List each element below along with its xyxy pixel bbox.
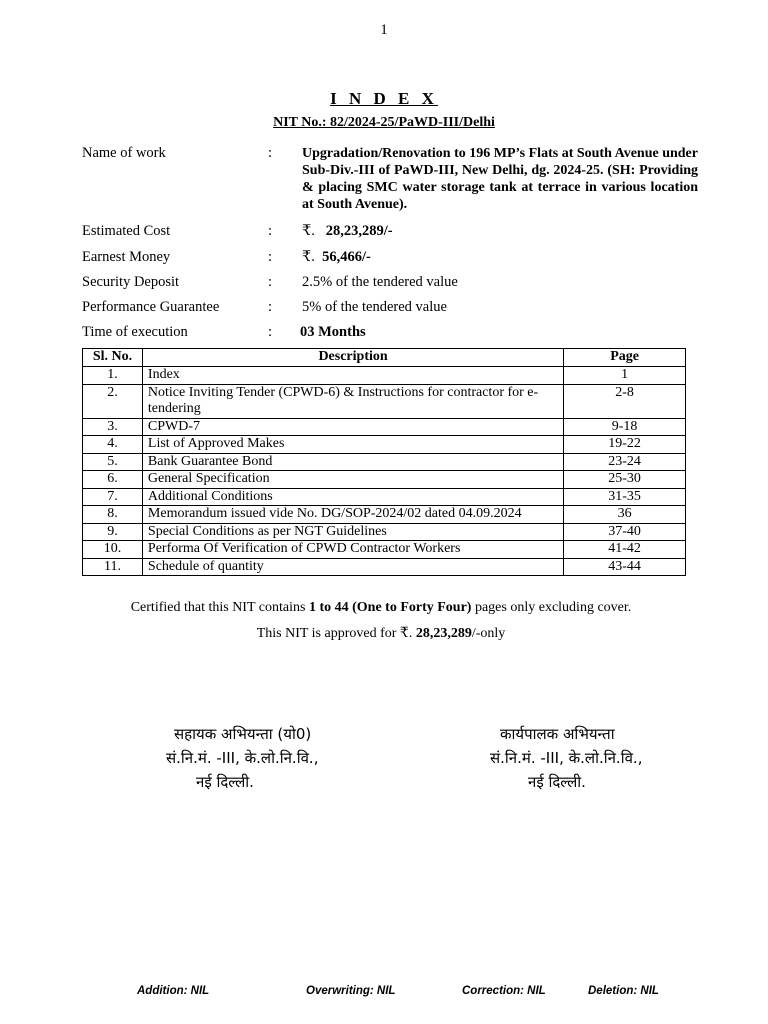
approval-prefix: This NIT is approved for ₹. — [256, 626, 416, 641]
row-page: 43-44 — [564, 558, 686, 576]
row-sl-no: 7. — [83, 488, 143, 506]
table-row — [83, 523, 686, 541]
colon: : — [268, 324, 273, 340]
table-row — [83, 367, 686, 385]
signature-designation: सहायक अभियन्ता (यो0) — [174, 725, 312, 743]
header-page: Page — [564, 349, 686, 367]
row-sl-no: 11. — [83, 558, 143, 576]
table-row — [83, 418, 686, 436]
row-description: List of Approved Makes — [142, 436, 563, 454]
row-description: Bank Guarantee Bond — [142, 453, 563, 471]
document-title-text: I N D E X — [330, 89, 438, 108]
certification-suffix: pages only excluding cover. — [471, 600, 632, 615]
row-page: 1 — [564, 367, 686, 385]
row-description: General Specification — [142, 471, 563, 489]
signature-block-executive-engineer — [490, 722, 642, 794]
colon: : — [268, 223, 273, 239]
signature-location: नई दिल्ली. — [196, 773, 254, 791]
row-description: Additional Conditions — [142, 488, 563, 506]
colon: : — [268, 274, 273, 290]
row-sl-no: 1. — [83, 367, 143, 385]
footer-deletion: Deletion: NIL — [588, 985, 659, 997]
name-of-work-label: Name of work — [82, 145, 166, 161]
row-sl-no: 10. — [83, 541, 143, 559]
table-row — [83, 471, 686, 489]
performance-guarantee-value: 5% of the tendered value — [302, 299, 447, 315]
row-description: Index — [142, 367, 563, 385]
earnest-money-amount: 56,466/- — [322, 249, 371, 265]
time-of-execution-value: 03 Months — [300, 324, 366, 340]
estimated-cost-label: Estimated Cost — [82, 223, 171, 239]
page-number: 1 — [380, 22, 388, 38]
currency-symbol: ₹. — [302, 223, 315, 239]
header-sl-no: Sl. No. — [83, 349, 143, 367]
row-page: 23-24 — [564, 453, 686, 471]
security-deposit-label: Security Deposit — [82, 274, 180, 290]
colon: : — [268, 299, 273, 315]
table-row — [83, 453, 686, 471]
row-page: 37-40 — [564, 523, 686, 541]
certification-pages: 1 to 44 (One to Forty Four) — [308, 600, 472, 615]
table-row — [83, 488, 686, 506]
row-page: 36 — [564, 506, 686, 524]
row-sl-no: 5. — [83, 453, 143, 471]
table-row — [83, 541, 686, 559]
table-header-row — [83, 349, 686, 367]
approval-suffix: /-only — [471, 626, 506, 641]
document-title — [0, 89, 768, 109]
security-deposit-value: 2.5% of the tendered value — [302, 274, 458, 290]
approval-amount: 28,23,289 — [415, 626, 472, 641]
signature-designation: कार्यपालक अभियन्ता — [500, 725, 615, 743]
approval-text — [0, 625, 762, 642]
row-description: Performa Of Verification of CPWD Contractor Workers — [142, 541, 563, 559]
colon: : — [268, 145, 273, 161]
footer-addition: Addition: NIL — [137, 985, 210, 997]
signature-division: सं.नि.मं. -III, के.लो.नि.वि., — [490, 749, 643, 767]
footer-overwriting: Overwriting: NIL — [306, 985, 396, 997]
row-page: 19-22 — [564, 436, 686, 454]
name-of-work-value: Upgradation/Renovation to 196 MP’s Flats at South Avenue under Sub-Div.-III of PaWD-III, New Delhi, dg. 2024-25. (SH: Providing & placing SMC water storage tank at terrace in various location at South Avenue). — [302, 146, 698, 212]
performance-guarantee-label: Performance Guarantee — [82, 299, 220, 315]
earnest-money-value — [302, 249, 698, 266]
row-sl-no: 9. — [83, 523, 143, 541]
row-sl-no: 8. — [83, 506, 143, 524]
time-of-execution-label: Time of execution — [82, 324, 188, 340]
nit-number — [0, 115, 768, 131]
estimated-cost-amount: 28,23,289/- — [325, 223, 393, 239]
row-description: Notice Inviting Tender (CPWD-6) & Instructions for contractor for e-tendering — [142, 384, 563, 418]
signature-block-assistant-engineer — [166, 722, 318, 794]
nit-number-text: NIT No.: 82/2024-25/PaWD-III/Delhi — [273, 115, 495, 130]
row-page: 2-8 — [564, 384, 686, 418]
estimated-cost-value — [302, 223, 698, 240]
row-sl-no: 2. — [83, 384, 143, 418]
row-page: 31-35 — [564, 488, 686, 506]
signature-location: नई दिल्ली. — [528, 773, 586, 791]
index-table — [82, 348, 686, 576]
row-sl-no: 4. — [83, 436, 143, 454]
header-description: Description — [142, 349, 563, 367]
row-page: 9-18 — [564, 418, 686, 436]
row-description: Special Conditions as per NGT Guidelines — [142, 523, 563, 541]
row-description: Schedule of quantity — [142, 558, 563, 576]
row-description: Memorandum issued vide No. DG/SOP-2024/02 dated 04.09.2024 — [142, 506, 563, 524]
currency-symbol: ₹. — [302, 249, 315, 265]
certification-prefix: Certified that this NIT contains — [130, 600, 309, 615]
signature-division: सं.नि.मं. -III, के.लो.नि.वि., — [166, 749, 319, 767]
row-sl-no: 3. — [83, 418, 143, 436]
certification-text — [0, 600, 762, 616]
table-row — [83, 558, 686, 576]
colon: : — [268, 249, 273, 265]
table-row — [83, 506, 686, 524]
row-page: 41-42 — [564, 541, 686, 559]
row-description: CPWD-7 — [142, 418, 563, 436]
table-row — [83, 436, 686, 454]
row-page: 25-30 — [564, 471, 686, 489]
footer-correction: Correction: NIL — [462, 985, 546, 997]
earnest-money-label: Earnest Money — [82, 249, 171, 265]
table-row — [83, 384, 686, 418]
row-sl-no: 6. — [83, 471, 143, 489]
